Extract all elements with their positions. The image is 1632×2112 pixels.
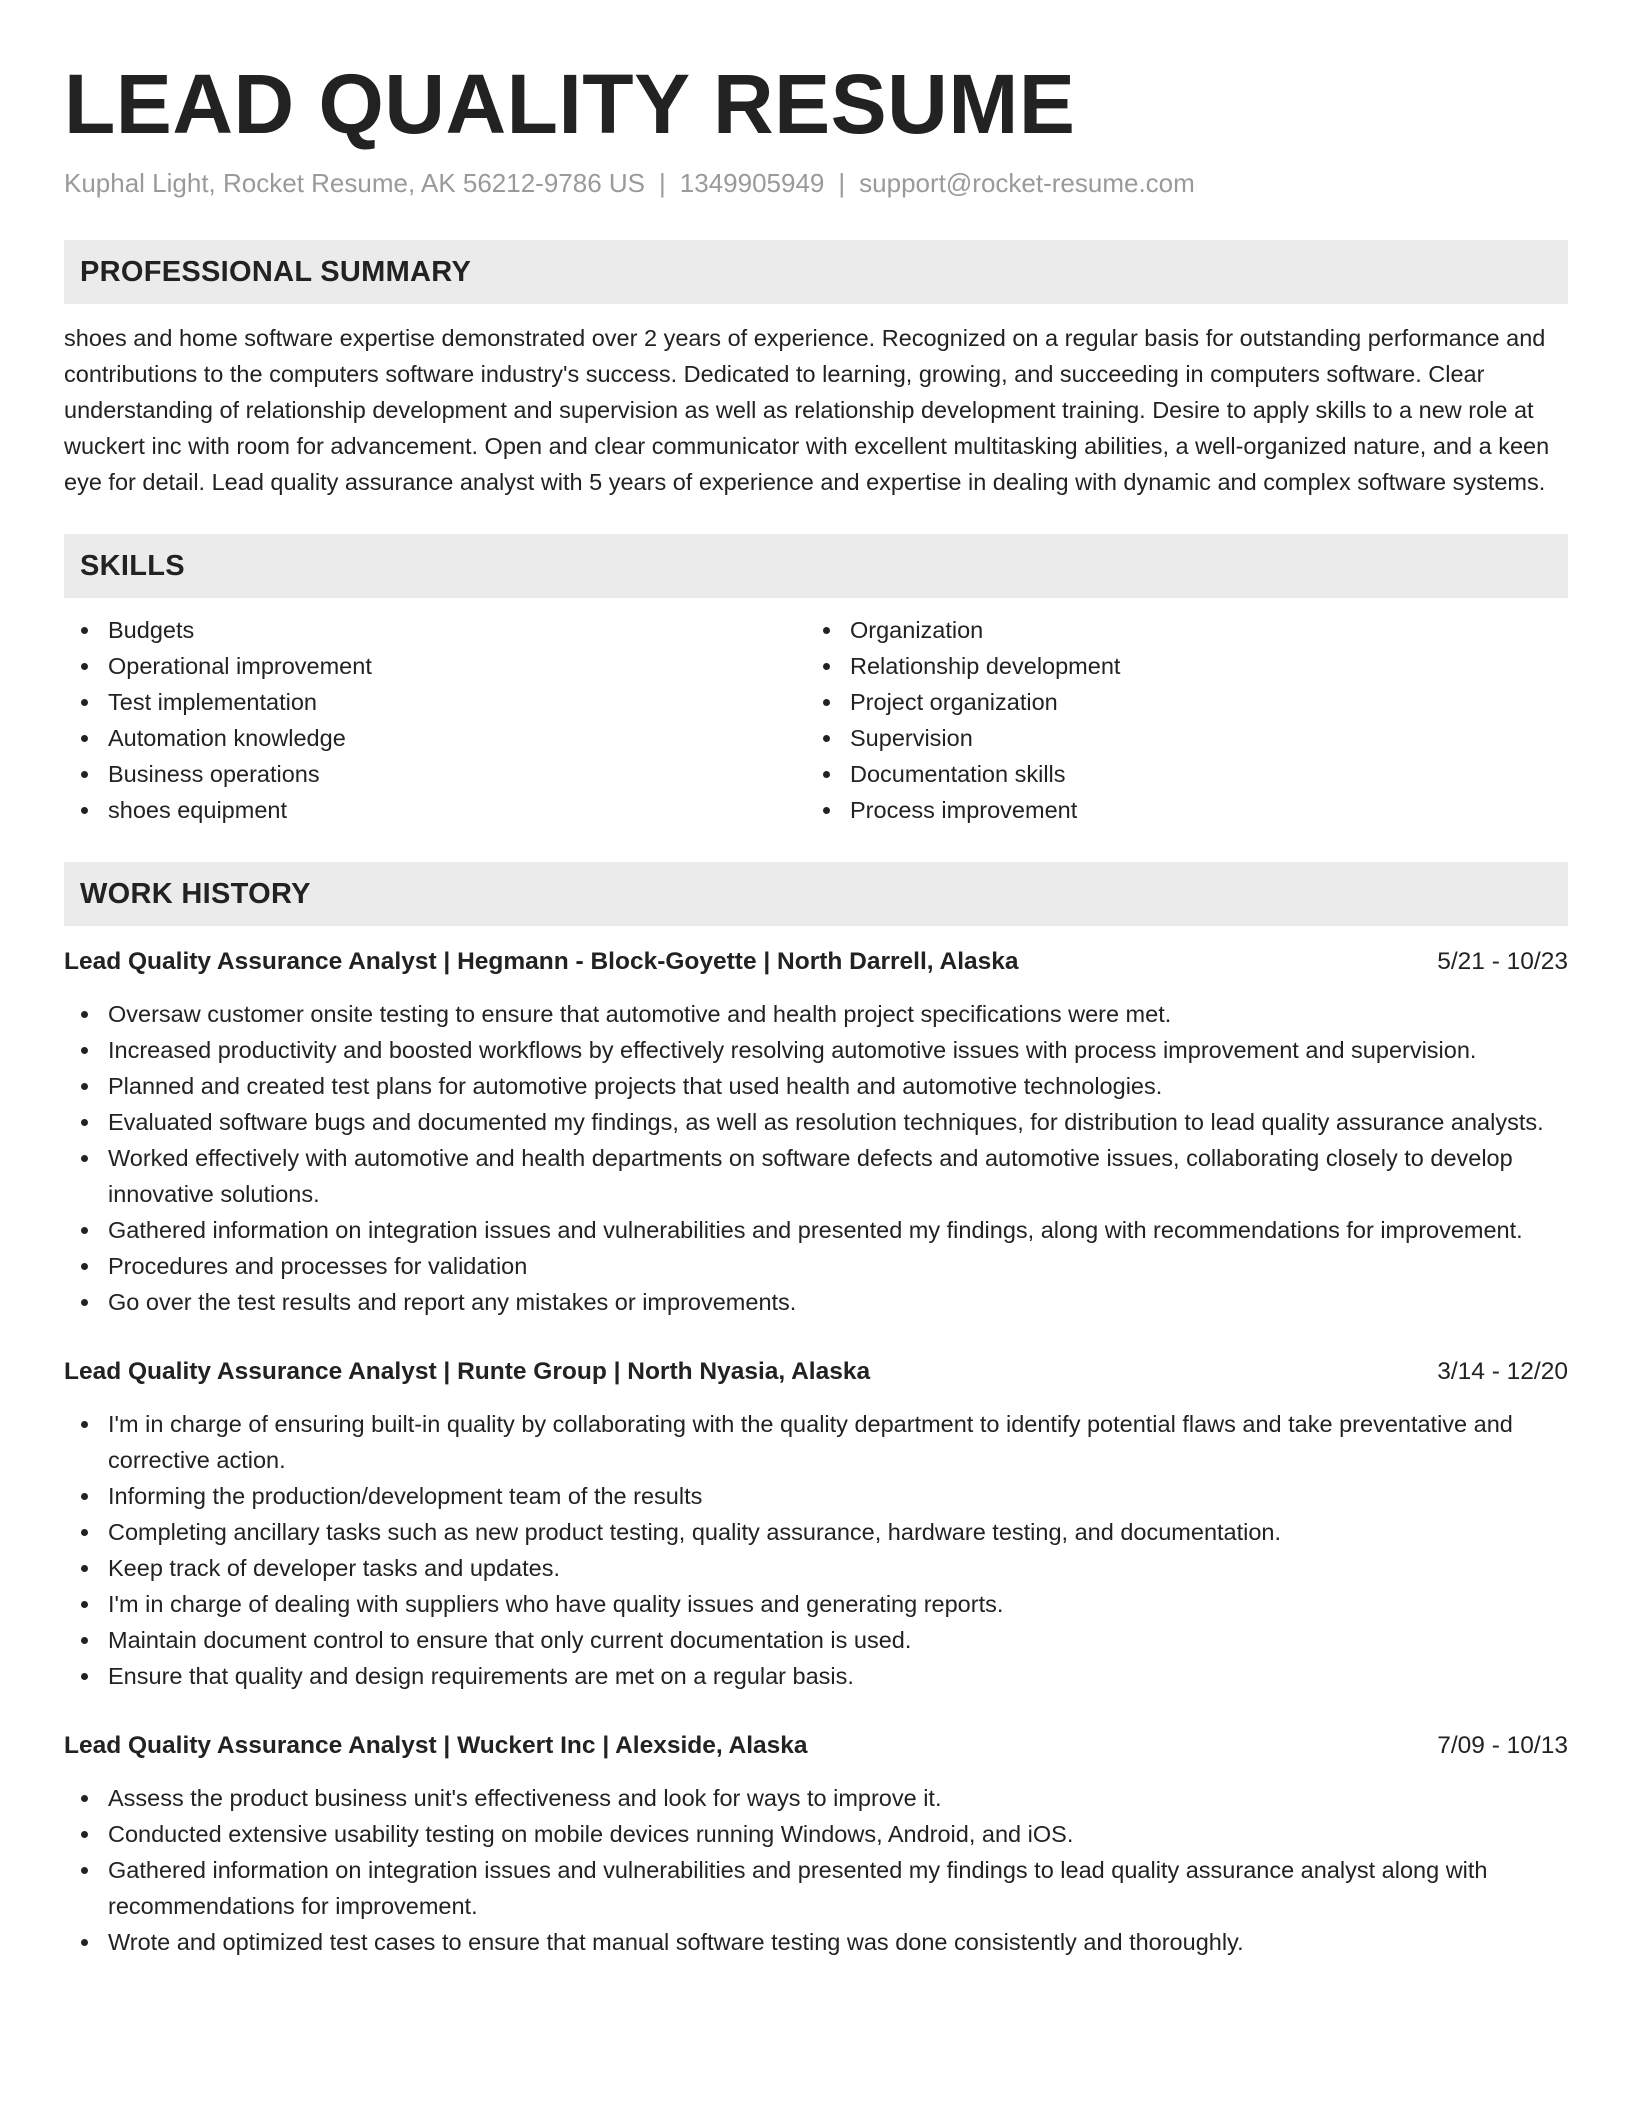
- job-bullet: Oversaw customer onsite testing to ensure that automotive and health project specifications were met.: [64, 996, 1568, 1032]
- skill-item: Process improvement: [806, 792, 1548, 828]
- job-bullet: Informing the production/development team of the results: [64, 1478, 1568, 1514]
- job-bullet: Worked effectively with automotive and health departments on software defects and automotive issues, collaborating closely to develop innovative solutions.: [64, 1140, 1568, 1212]
- contact-phone: 1349905949: [679, 168, 825, 198]
- job-bullets: [64, 996, 1568, 1320]
- job-bullet: Completing ancillary tasks such as new product testing, quality assurance, hardware testing, and documentation.: [64, 1514, 1568, 1550]
- job-header: [64, 1728, 1568, 1764]
- work-history-section-header: [64, 862, 1568, 926]
- work-history-heading: WORK HISTORY: [80, 877, 311, 910]
- summary-text: shoes and home software expertise demonstrated over 2 years of experience. Recognized on a regular basis for outstanding performance and contributions to the computers software industry's success. Dedicated to learning, growing, and succeeding in computers software. Clear understanding of relationship development and supervision as well as relationship development training. Desire to apply skills to a new role at wuckert inc with room for advancement. Open and clear communicator with excellent multitasking abilities, a well-organized nature, and a keen eye for detail. Lead quality assurance analyst with 5 years of experience and expertise in dealing with dynamic and complex software systems.: [64, 325, 1550, 495]
- job-header: [64, 944, 1568, 980]
- job-entry: [64, 1354, 1568, 1694]
- job-dates: 3/14 - 12/20: [1437, 1358, 1568, 1385]
- job-bullet: Gathered information on integration issues and vulnerabilities and presented my findings to lead quality assurance analyst along with recommendations for improvement.: [64, 1852, 1568, 1924]
- job-bullet: Gathered information on integration issues and vulnerabilities and presented my findings, along with recommendations for improvement.: [64, 1212, 1568, 1248]
- contact-separator: |: [659, 168, 666, 198]
- job-bullet: Assess the product business unit's effectiveness and look for ways to improve it.: [64, 1780, 1568, 1816]
- job-bullets: [64, 1406, 1568, 1694]
- summary-heading: PROFESSIONAL SUMMARY: [80, 255, 472, 288]
- contact-separator: |: [838, 168, 846, 198]
- job-bullet: Wrote and optimized test cases to ensure that manual software testing was done consistently and thoroughly.: [64, 1924, 1568, 1960]
- job-title: Lead Quality Assurance Analyst | Hegmann - Block-Goyette | North Darrell, Alaska: [64, 948, 1019, 975]
- job-dates: 7/09 - 10/13: [1437, 1732, 1568, 1759]
- skill-item: Operational improvement: [64, 648, 806, 684]
- job-bullet: I'm in charge of dealing with suppliers who have quality issues and generating reports.: [64, 1586, 1568, 1622]
- job-bullet: Ensure that quality and design requirements are met on a regular basis.: [64, 1658, 1568, 1694]
- job-bullets: [64, 1780, 1568, 1960]
- job-entry: [64, 944, 1568, 1320]
- resume-title: LEAD QUALITY RESUME: [64, 57, 1076, 151]
- contact-email: support@rocket-resume.com: [859, 168, 1195, 198]
- skills-heading: SKILLS: [80, 549, 185, 582]
- skill-item: Relationship development: [806, 648, 1548, 684]
- skill-item: Project organization: [806, 684, 1548, 720]
- job-bullet: Evaluated software bugs and documented my findings, as well as resolution techniques, for distribution to lead quality assurance analysts.: [64, 1104, 1568, 1140]
- contact-address: Kuphal Light, Rocket Resume, AK 56212-9786 US: [64, 168, 646, 198]
- skills-section-header: [64, 534, 1568, 598]
- skill-item: Supervision: [806, 720, 1548, 756]
- summary-section-header: [64, 240, 1568, 304]
- skill-item: shoes equipment: [64, 792, 806, 828]
- job-bullet: Planned and created test plans for automotive projects that used health and automotive technologies.: [64, 1068, 1568, 1104]
- skills-column-left: [64, 612, 806, 828]
- skills-list: [64, 612, 1568, 828]
- job-bullet: Conducted extensive usability testing on mobile devices running Windows, Android, and iOS.: [64, 1816, 1568, 1852]
- skill-item: Business operations: [64, 756, 806, 792]
- skills-column-right: [806, 612, 1548, 828]
- job-bullet: Go over the test results and report any mistakes or improvements.: [64, 1284, 1568, 1320]
- job-entry: [64, 1728, 1568, 1960]
- skill-item: Documentation skills: [806, 756, 1548, 792]
- job-bullet: Keep track of developer tasks and updates.: [64, 1550, 1568, 1586]
- job-dates: 5/21 - 10/23: [1437, 948, 1568, 975]
- job-title: Lead Quality Assurance Analyst | Runte Group | North Nyasia, Alaska: [64, 1358, 871, 1385]
- job-bullet: I'm in charge of ensuring built-in quality by collaborating with the quality department to identify potential flaws and take preventative and corrective action.: [64, 1406, 1568, 1478]
- job-bullet: Procedures and processes for validation: [64, 1248, 1568, 1284]
- job-title: Lead Quality Assurance Analyst | Wuckert Inc | Alexside, Alaska: [64, 1732, 808, 1759]
- skill-item: Automation knowledge: [64, 720, 806, 756]
- job-bullet: Increased productivity and boosted workflows by effectively resolving automotive issues with process improvement and supervision.: [64, 1032, 1568, 1068]
- job-bullet: Maintain document control to ensure that only current documentation is used.: [64, 1622, 1568, 1658]
- contact-line: [64, 166, 1568, 200]
- job-header: [64, 1354, 1568, 1390]
- skill-item: Organization: [806, 612, 1548, 648]
- skill-item: Test implementation: [64, 684, 806, 720]
- skill-item: Budgets: [64, 612, 806, 648]
